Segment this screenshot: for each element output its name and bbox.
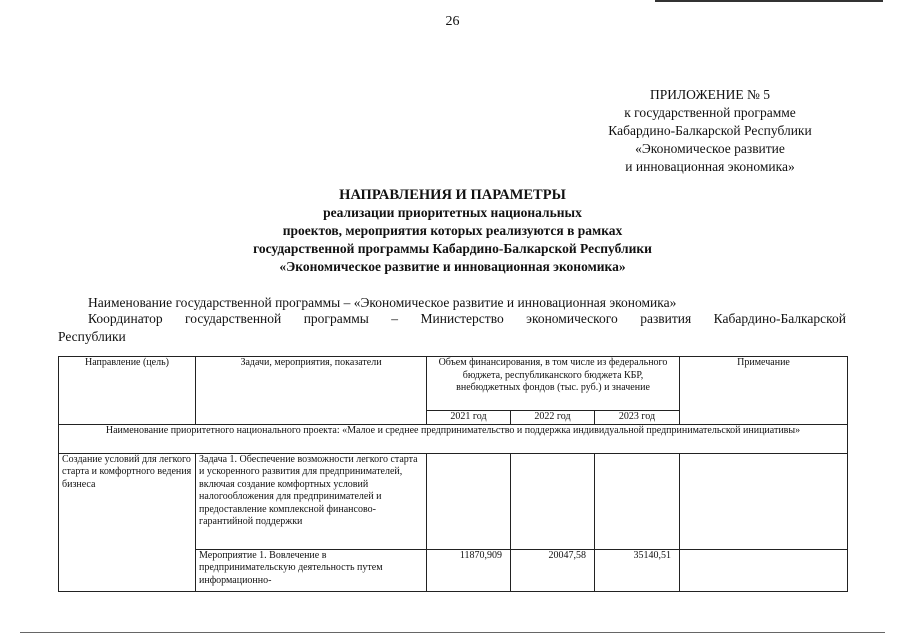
header-year: 2022 год <box>511 411 595 425</box>
table-row <box>59 453 848 549</box>
empty-cell <box>595 453 680 549</box>
empty-cell <box>511 453 595 549</box>
appendix-line: к государственной программе <box>624 105 796 120</box>
scan-edge-mark <box>655 0 883 2</box>
coordinator-line-continued: Республики <box>58 329 126 344</box>
measure-cell: Мероприятие 1. Вовлечение в предпринимательскую деятельность путем информационно- <box>196 549 427 591</box>
table-header-row <box>59 357 848 411</box>
appendix-line: «Экономическое развитие <box>635 141 785 156</box>
title-line: проектов, мероприятия которых реализуются в рамках <box>282 223 623 238</box>
program-name-line: Наименование государственной программы – «Экономическое развитие и инновационная экономика» <box>88 295 677 310</box>
value-2023: 35140,51 <box>595 549 680 591</box>
header-financing: Объем финансирования, в том числе из федерального бюджета, республиканского бюджета КБР, внебюджетных фондов (тыс. руб.) и значение <box>427 357 680 411</box>
direction-cell: Создание условий для легкого старта и комфортного ведения бизнеса <box>59 453 196 591</box>
appendix-line: ПРИЛОЖЕНИЕ № 5 <box>649 87 771 102</box>
page-number: 26 <box>445 14 460 29</box>
appendix-line: Кабардино-Балкарской Республики <box>608 123 812 138</box>
parameters-table <box>58 356 848 592</box>
note-cell <box>680 549 848 591</box>
value-2022: 20047,58 <box>511 549 595 591</box>
title-line: НАПРАВЛЕНИЯ И ПАРАМЕТРЫ <box>339 187 566 203</box>
header-year: 2021 год <box>427 411 511 425</box>
header-tasks: Задачи, мероприятия, показатели <box>196 357 427 425</box>
coordinator-line: Координатор государственной программы – Министерство экономического развития Кабардино-Балкарской <box>88 311 846 326</box>
project-name-row <box>59 424 848 453</box>
project-name: Наименование приоритетного национального проекта: «Малое и среднее предпринимательство и поддержка индивидуальной предпринимательской инициативы» <box>59 424 848 453</box>
title-line: «Экономическое развитие и инновационная экономика» <box>279 259 626 274</box>
empty-cell <box>680 453 848 549</box>
task-cell: Задача 1. Обеспечение возможности легкого старта и ускоренного развития для предпринимателей, включая создание комфортных условий налогообложения для предпринимателей и предоставление комплексной финансово-гарантийной поддержки <box>196 453 427 549</box>
title-line: государственной программы Кабардино-Балкарской Республики <box>253 241 652 256</box>
header-note: Примечание <box>680 357 848 425</box>
header-direction: Направление (цель) <box>59 357 196 425</box>
document-title <box>150 186 755 276</box>
page-edge-line <box>20 632 885 633</box>
empty-cell <box>427 453 511 549</box>
header-year: 2023 год <box>595 411 680 425</box>
title-line: реализации приоритетных национальных <box>323 205 582 220</box>
value-2021: 11870,909 <box>427 549 511 591</box>
appendix-line: и инновационная экономика» <box>625 159 795 174</box>
appendix-heading <box>560 86 860 176</box>
